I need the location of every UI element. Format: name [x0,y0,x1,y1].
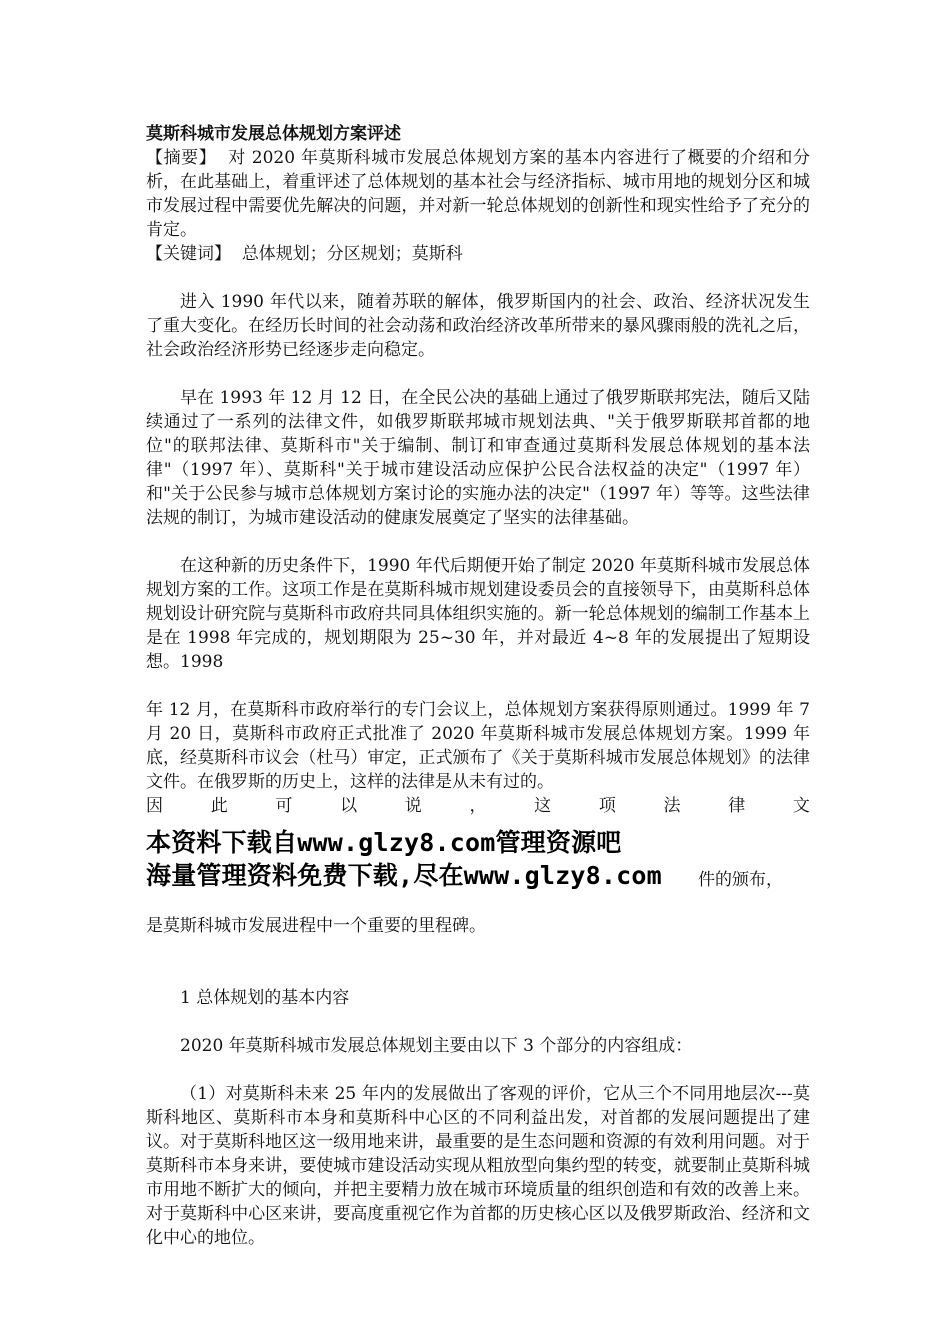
abstract [146,146,810,242]
spacer [146,530,810,554]
spacer [146,1010,810,1034]
watermark-line-2: 海量管理资料免费下载,尽在www.glzy8.com [146,861,662,890]
spread-char: 说 [404,796,422,816]
spread-char: 法 [663,796,681,816]
paragraph-1: 进入 1990 年代以来，随着苏联的解体，俄罗斯国内的社会、政治、经济状况发生了重大变化。在经历长时间的社会动荡和政治经济改革所带来的暴风骤雨般的洗礼之后，社会政治经济形势已经逐步走向稳定。 [146,292,810,360]
spread-line [146,794,810,818]
spread-char: ， [469,796,487,816]
document-page [146,122,810,1250]
spread-char: 以 [340,796,358,816]
paragraph-4: 年 12 月，在莫斯科市政府举行的专门会议上，总体规划方案获得原则通过。1999 年 7 月 20 日，莫斯科市政府正式批准了 2020 年莫斯科城市发展总体规划方案。1999 年底，经莫斯科市议会（杜马）审定，正式颁布了《关于莫斯科城市发展总体规划》的法律文件。在俄罗斯的历史上，这样的法律是从未有过的。 [146,700,810,792]
watermark-line-1: 本资料下载自www.glzy8.com管理资源吧 [146,828,622,857]
paragraph-2: 早在 1993 年 12 月 12 日，在全民公决的基础上通过了俄罗斯联邦宪法，随后又陆续通过了一系列的法律文件，如俄罗斯联邦城市规划法典、"关于俄罗斯联邦首都的地位"的联邦法律、莫斯科市"关于编制、制订和审查通过莫斯科发展总体规划的基本法律"（1997 年）、莫斯科"关于城市建设活动应保护公民合法权益的决定"（1997 年）和"关于公民参与城市总体规划方案讨论的实施办法的决定"（1997 年）等等。这些法律法规的制订，为城市建设活动的健康发展奠定了坚实的法律基础。 [146,388,810,528]
spacer [146,1058,810,1082]
keywords-label: 【关键词】 [146,244,231,264]
keywords-text: 总体规划；分区规划；莫斯科 [241,244,463,264]
watermark-tail-text: 件的颁布， [698,870,783,890]
watermark-block [146,818,810,914]
spacer [146,362,810,386]
spread-char: 因 [146,796,163,816]
section-1-intro: 2020 年莫斯科城市发展总体规划主要由以下 3 个部分的内容组成： [180,1036,693,1056]
paragraph-3: 在这种新的历史条件下，1990 年代后期便开始了制定 2020 年莫斯科城市发展总体规划方案的工作。这项工作是在莫斯科城市规划建设委员会的直接领导下，由莫斯科总体规划设计研究院与莫斯科市政府共同具体组织实施的。新一轮总体规划的编制工作基本上是在 1998 年完成的，规划期限为 25~30 年，并对最近 4~8 年的发展提出了短期设想。1998 [146,556,810,672]
spacer [146,674,810,698]
spacer [146,266,810,290]
keywords [146,242,810,266]
spread-char: 项 [598,796,616,816]
spread-char: 文 [792,796,810,816]
document-title: 莫斯科城市发展总体规划方案评述 [146,124,401,144]
abstract-text: 对 2020 年莫斯科城市发展总体规划方案的基本内容进行了概要的介绍和分析，在此基础上，着重评述了总体规划的基本社会与经济指标、城市用地的规划分区和城市发展过程中需要优先解决的问题，并对新一轮总体规划的创新性和现实性给予了充分的肯定。 [146,148,811,240]
section-1-item-1: （1）对莫斯科未来 25 年内的发展做出了客观的评价，它从三个不同用地层次---莫斯科地区、莫斯科市本身和莫斯科中心区的不同利益出发，对首都的发展问题提出了建议。对于莫斯科地区这一级用地来讲，最重要的是生态问题和资源的有效利用问题。对于莫斯科市本身来讲，要使城市建设活动实现从粗放型向集约型的转变，就要制止莫斯科城市用地不断扩大的倾向，并把主要精力放在城市环境质量的组织创造和有效的改善上来。对于莫斯科中心区来讲，要高度重视它作为首都的历史核心区以及俄罗斯政治、经济和文化中心的地位。 [146,1084,810,1248]
abstract-label: 【摘要】 [146,148,217,168]
spread-char: 可 [275,796,293,816]
paragraph-4-end: 是莫斯科城市发展进程中一个重要的里程碑。 [146,916,486,936]
section-1-heading: 1 总体规划的基本内容 [180,988,350,1008]
spread-char: 律 [728,796,746,816]
spread-char: 此 [210,796,228,816]
spread-char: 这 [534,796,552,816]
spacer [146,938,810,986]
